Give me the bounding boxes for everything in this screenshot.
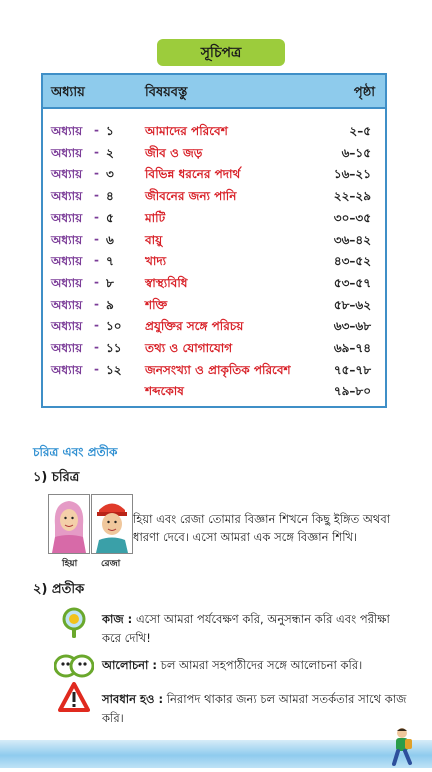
toc-chapter-label: অধ্যায় [51,341,83,355]
toc-chapter-number: ১০ [106,319,122,334]
toc-subject: তথ্য ও যোগাযোগ [145,341,233,355]
page-title: সূচিপত্র [157,39,285,66]
toc-chapter-label: অধ্যায় [51,297,83,312]
toc-pages: ৫৮–৬২ [333,297,371,312]
toc-pages: ৭৫–৭৮ [333,362,371,377]
toc-pages: ৩৬–৪২ [333,232,371,247]
warning-icon [58,682,90,716]
toc-chapter-label: অধ্যায় [51,145,83,160]
header-page: পৃষ্ঠা [353,85,375,100]
toc-chapter-number: ৪ [106,189,114,204]
toc-chapter-label: অধ্যায় [51,210,83,225]
toc-header-row [43,75,385,109]
toc-pages: ৫৩–৫৭ [333,275,371,290]
toc-pages: ২২–২৯ [333,189,371,204]
toc-subject: শব্দকোষ [145,384,184,399]
symbols-subheading: ২) প্রতীক [33,582,85,597]
toc-chapter-label: অধ্যায় [51,189,83,204]
toc-dash: - [94,123,99,137]
toc-row [43,164,385,184]
toc-subject: খাদ্য [145,254,167,269]
symbol-task-description: এসো আমরা পর্যবেক্ষণ করি, অনুসন্ধান করি এবং পরীক্ষা করে দেখি! [102,612,390,645]
toc-row [43,186,385,206]
toc-row [43,360,385,380]
symbol-discussion-label: আলোচনা : [102,658,157,672]
toc-chapter-number: ১১ [106,341,122,355]
symbol-discussion-text [102,656,402,675]
toc-row [43,230,385,250]
toc-subject: জনসংখ্যা ও প্রাকৃতিক পরিবেশ [145,362,291,377]
header-subject: বিষয়বস্তু [145,85,188,100]
toc-row [43,208,385,228]
toc-dash: - [94,318,99,333]
toc-pages: ৬৯–৭৪ [333,341,371,355]
toc-chapter-label: অধ্যায় [51,319,83,334]
toc-dash: - [94,144,99,159]
toc-chapter-number: ২ [106,145,114,160]
toc-chapter-number: ১ [106,124,114,138]
table-of-contents [41,73,387,408]
toc-dash: - [94,166,99,181]
symbol-caution-label: সাবধান হও : [102,692,164,706]
toc-chapter-label: অধ্যায় [51,275,83,290]
toc-dash: - [94,209,99,224]
toc-row [43,121,385,141]
toc-chapter-label: অধ্যায় [51,232,83,247]
toc-dash: - [94,231,99,246]
toc-subject: আমাদের পরিবেশ [145,124,228,138]
discussion-icon [54,653,94,683]
toc-subject: শক্তি [145,297,168,312]
running-child-illustration [386,726,418,772]
toc-row [43,143,385,163]
toc-subject: জীব ও জড় [145,145,203,160]
toc-pages: ৩০–৩৫ [333,210,371,225]
hia-name-label: হিয়া [62,559,78,569]
symbol-discussion-description: চল আমরা সহপাঠীদের সঙ্গে আলোচনা করি। [160,658,363,672]
toc-chapter-number: ১২ [106,362,122,377]
toc-row [43,295,385,315]
toc-dash: - [94,296,99,311]
toc-chapter-number: ৮ [106,275,114,290]
toc-subject: বিভিন্ন ধরনের পদার্থ [145,167,241,182]
toc-row [43,273,385,293]
toc-chapter-number: ৩ [106,167,114,182]
toc-subject: স্বাস্থ্যবিধি [145,275,188,290]
magnifier-icon [61,607,87,643]
header-chapter: অধ্যায় [51,85,85,100]
toc-dash: - [94,253,99,268]
toc-pages: ৭৯–৮০ [333,384,371,399]
toc-chapter-number: ৯ [106,297,114,312]
toc-chapter-label: অধ্যায় [51,362,83,377]
toc-pages: ৪৩–৫২ [333,254,371,269]
toc-dash: - [94,361,99,376]
toc-pages: ২–৫ [349,124,371,138]
toc-pages: ৬৩–৬৮ [333,319,371,334]
characters-intro-text: হিয়া এবং রেজা তোমার বিজ্ঞান শিখনে কিছু ইঙ্গিত অথবা ধারণা দেবে। এসো আমরা এক সঙ্গে বিজ্ঞান শিখি। [133,512,391,544]
toc-row [43,316,385,336]
symbol-caution-description: নিরাপদ থাকার জন্য চল আমরা সতর্কতার সাথে কাজ করি। [102,692,407,725]
toc-subject: জীবনের জন্য পানি [145,189,237,204]
characters-subheading: ১) চরিত্র [33,470,80,485]
toc-dash: - [94,188,99,203]
toc-row [43,381,385,401]
toc-subject: বায়ু [145,232,163,247]
toc-chapter-number: ৫ [106,210,114,225]
symbol-task-label: কাজ : [102,612,133,626]
symbol-task-text [102,610,402,648]
toc-dash: - [94,340,99,354]
characters-symbols-heading: চরিত্র এবং প্রতীক [33,445,118,459]
toc-row [43,251,385,271]
toc-dash: - [94,274,99,289]
toc-row [43,338,385,358]
toc-chapter-label: অধ্যায় [51,167,83,182]
toc-chapter-label: অধ্যায় [51,124,83,138]
toc-chapter-number: ৭ [106,254,114,269]
toc-chapter-label: অধ্যায় [51,254,83,269]
toc-pages: ৬–১৫ [341,145,371,160]
reza-portrait [91,494,133,554]
symbol-caution-text [102,690,407,728]
toc-pages: ১৬–২১ [333,167,371,182]
reza-name-label: রেজা [101,559,121,569]
toc-subject: মাটি [145,210,166,225]
toc-subject: প্রযুক্তির সঙ্গে পরিচয় [145,319,244,334]
footer-band [0,740,432,768]
hia-portrait [48,494,90,554]
toc-chapter-number: ৬ [106,232,114,247]
